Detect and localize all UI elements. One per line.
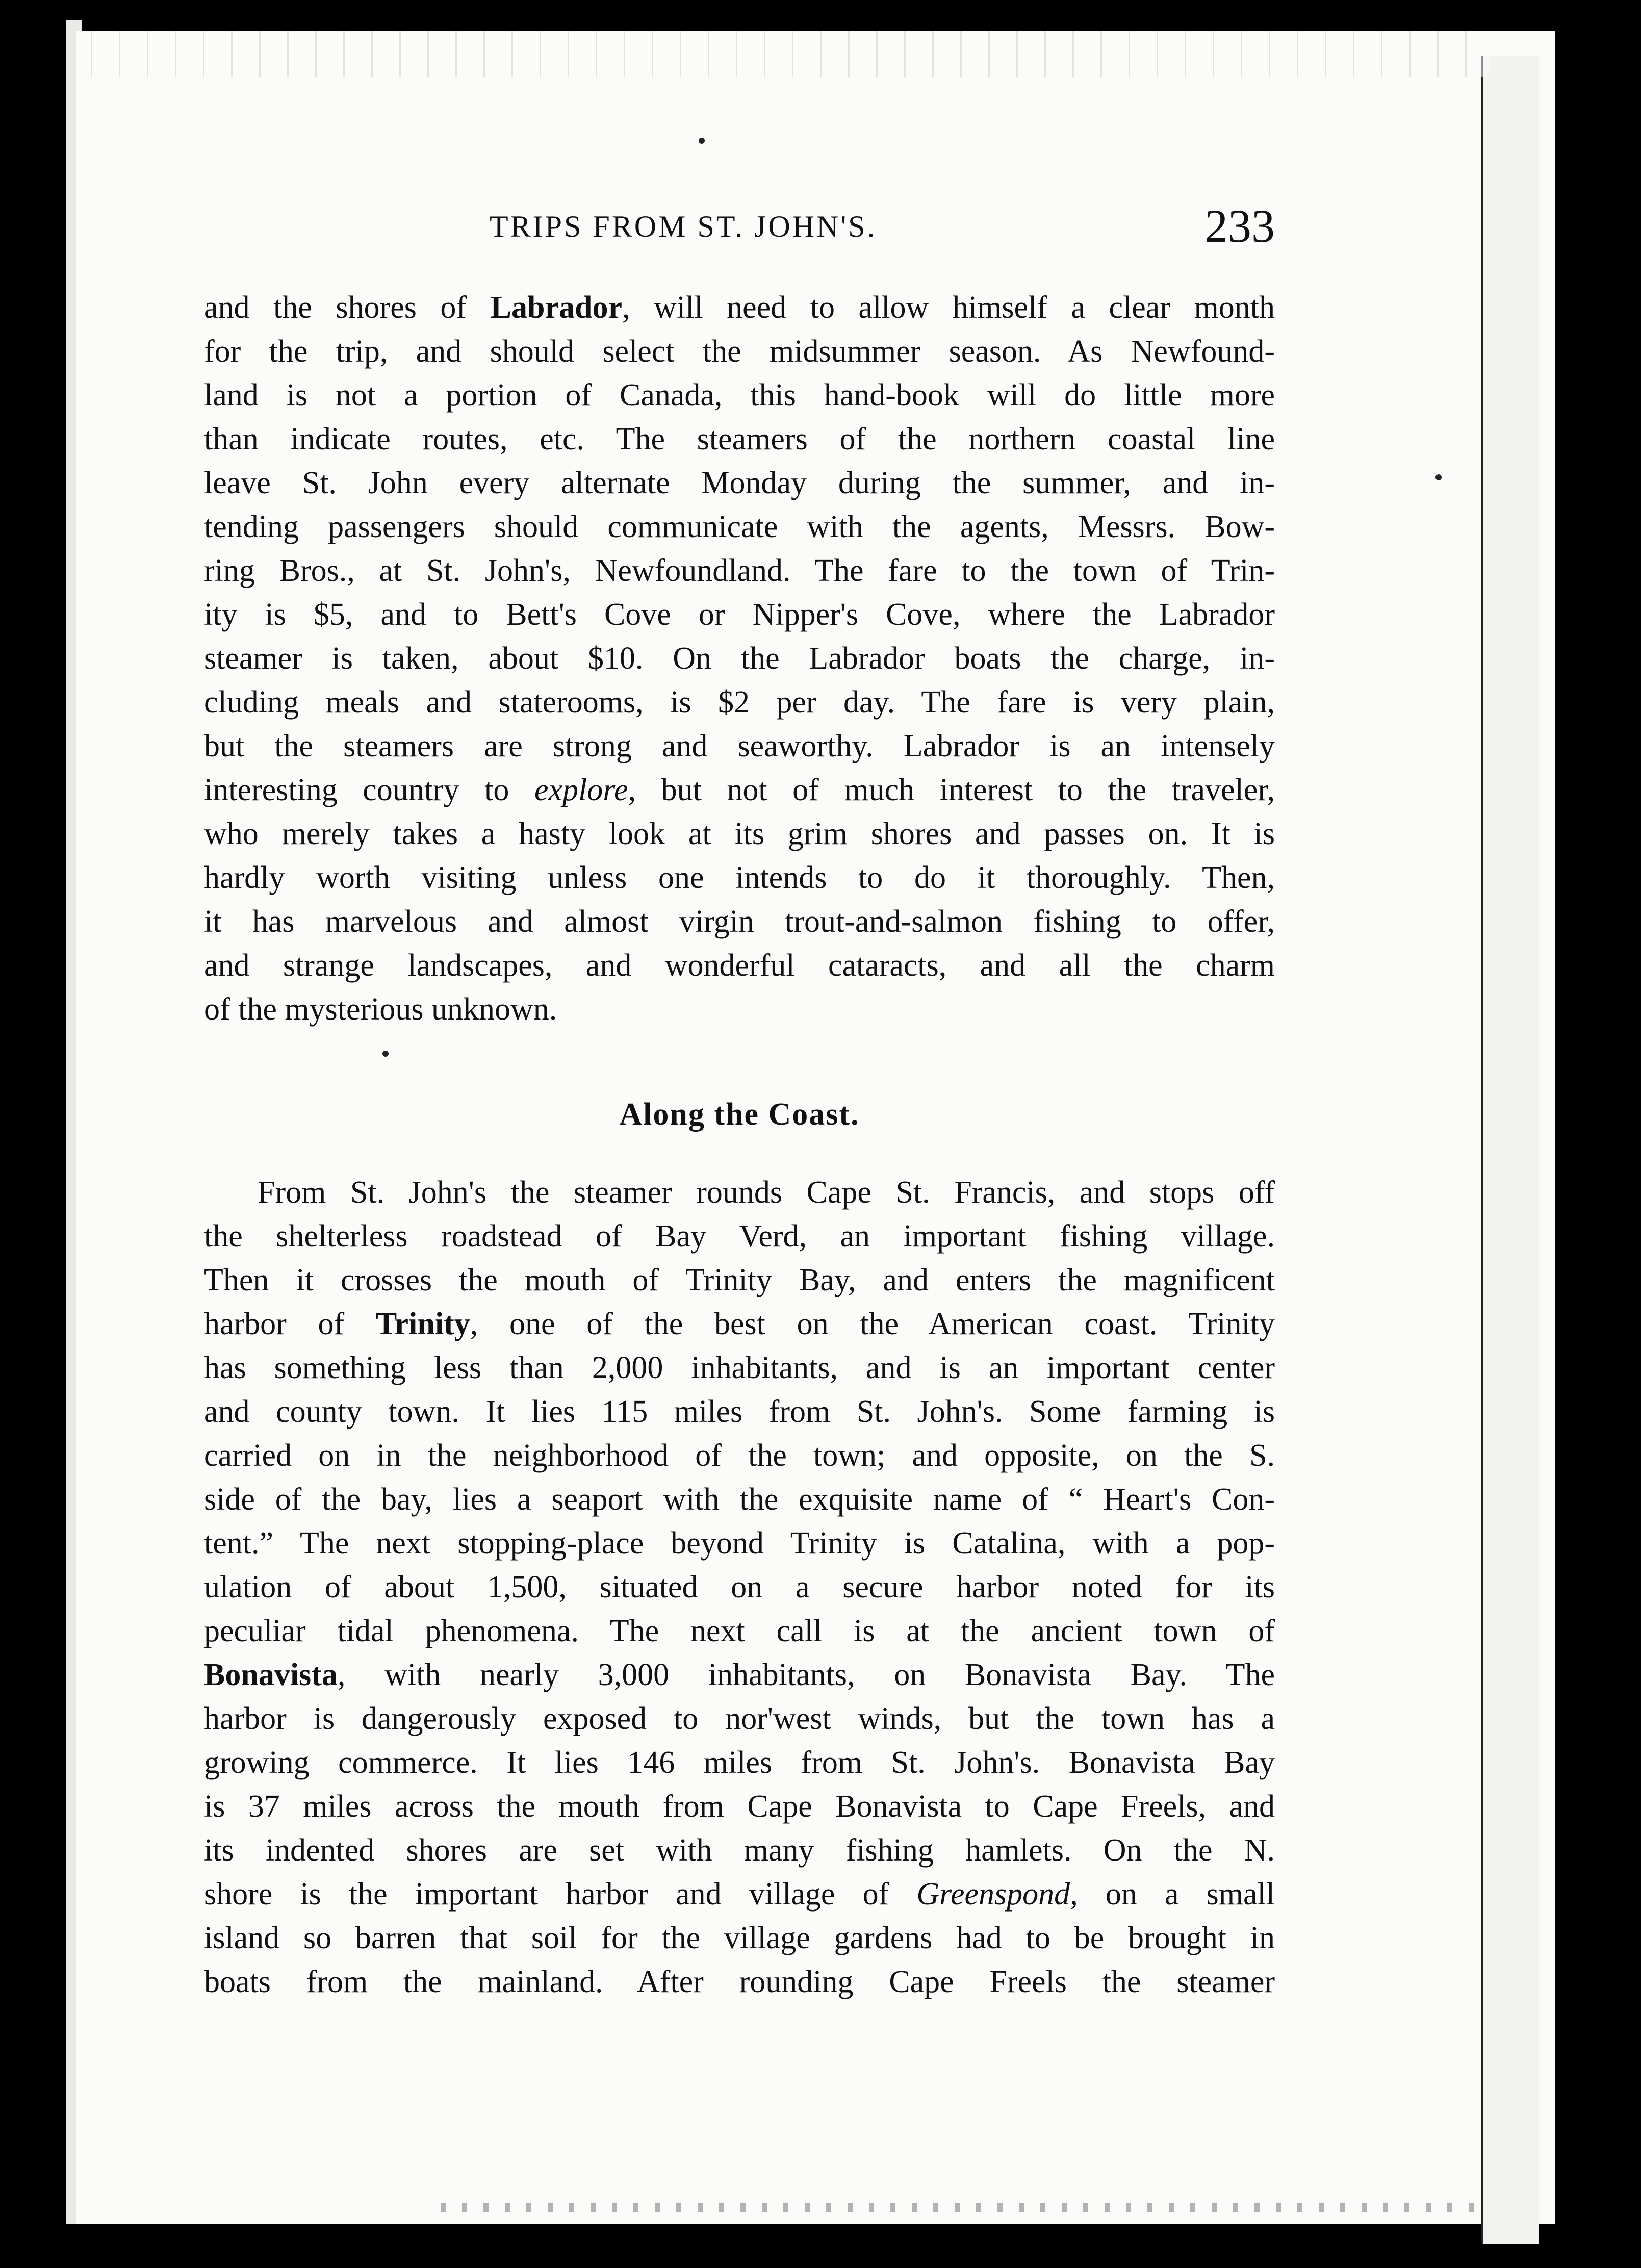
italic-word-greenspond: Greenspond bbox=[916, 1877, 1070, 1912]
text-line: ity is $5, and to Bett's Cove or Nipper's Cove, where the Labrador bbox=[204, 597, 1275, 632]
text-line: of the mysterious unknown. bbox=[204, 992, 557, 1027]
text-line: but the steamers are strong and seaworthy. Labrador is an intensely bbox=[204, 729, 1275, 763]
text-line: Then it crosses the mouth of Trinity Bay, and enters the magnificent bbox=[204, 1263, 1275, 1297]
text-line: land is not a portion of Canada, this hand-book will do little more bbox=[204, 378, 1275, 413]
place-name-bonavista: Bonavista bbox=[204, 1658, 338, 1692]
text-line: ulation of about 1,500, situated on a secure harbor noted for its bbox=[204, 1570, 1275, 1604]
text-line: tent.” The next stopping-place beyond Trinity is Catalina, with a pop- bbox=[204, 1526, 1275, 1561]
text-line: growing commerce. It lies 146 miles from St. John's. Bonavista Bay bbox=[204, 1745, 1275, 1780]
text-line: interesting country to explore, but not of much interest to the traveler, bbox=[204, 773, 1275, 807]
text-line: it has marvelous and almost virgin trout-and-salmon fishing to offer, bbox=[204, 904, 1275, 939]
page-number: 233 bbox=[1204, 200, 1275, 252]
text-line: has something less than 2,000 inhabitants, and is an important center bbox=[204, 1350, 1275, 1385]
scan-speck bbox=[699, 138, 705, 144]
paragraph-1 bbox=[204, 286, 1275, 1031]
place-name-labrador: Labrador bbox=[490, 290, 623, 325]
text-line: boats from the mainland. After rounding Cape Freels the steamer bbox=[204, 1965, 1275, 1999]
text-line: its indented shores are set with many fishing hamlets. On the N. bbox=[204, 1833, 1275, 1868]
scan-bottom-noise bbox=[433, 2203, 1479, 2212]
text-line: who merely takes a hasty look at its grim shores and passes on. It is bbox=[204, 817, 1275, 851]
text-line: than indicate routes, etc. The steamers of the northern coastal line bbox=[204, 422, 1275, 456]
text-line: peculiar tidal phenomena. The next call is at the ancient town of bbox=[204, 1614, 1275, 1648]
running-title: TRIPS FROM ST. JOHN'S. bbox=[490, 210, 877, 243]
text-line: the shelterless roadstead of Bay Verd, an important fishing village. bbox=[204, 1219, 1275, 1254]
text-line: and the shores of Labrador, will need to allow himself a clear month bbox=[204, 290, 1275, 325]
section-heading: Along the Coast. bbox=[619, 1097, 860, 1132]
paragraph-2 bbox=[204, 1170, 1275, 2004]
text-line: Bonavista, with nearly 3,000 inhabitants, on Bonavista Bay. The bbox=[204, 1658, 1275, 1692]
text-line: harbor of Trinity, one of the best on the American coast. Trinity bbox=[204, 1307, 1275, 1341]
place-name-trinity: Trinity bbox=[375, 1307, 470, 1341]
text-line: From St. John's the steamer rounds Cape St. Francis, and stops off bbox=[258, 1175, 1275, 1210]
text-line: shore is the important harbor and village of Greenspond, on a small bbox=[204, 1877, 1275, 1912]
scan-right-edge bbox=[1481, 56, 1539, 2244]
text-line: for the trip, and should select the midsummer season. As Newfound- bbox=[204, 334, 1275, 369]
scan-top-noise bbox=[82, 31, 1489, 77]
text-line: harbor is dangerously exposed to nor'west winds, but the town has a bbox=[204, 1701, 1275, 1736]
text-line: tending passengers should communicate with the agents, Messrs. Bow- bbox=[204, 509, 1275, 544]
text-line: steamer is taken, about $10. On the Labrador boats the charge, in- bbox=[204, 641, 1275, 676]
text-line: and county town. It lies 115 miles from St. John's. Some farming is bbox=[204, 1394, 1275, 1429]
text-line: and strange landscapes, and wonderful cataracts, and all the charm bbox=[204, 948, 1275, 983]
text-line: leave St. John every alternate Monday during the summer, and in- bbox=[204, 466, 1275, 500]
text-line: side of the bay, lies a seaport with the exquisite name of “ Heart's Con- bbox=[204, 1482, 1275, 1517]
italic-word-explore: explore bbox=[534, 773, 628, 807]
page-header bbox=[204, 199, 1275, 260]
text-line: cluding meals and staterooms, is $2 per day. The fare is very plain, bbox=[204, 685, 1275, 720]
text-line: is 37 miles across the mouth from Cape Bonavista to Cape Freels, and bbox=[204, 1789, 1275, 1824]
text-line: island so barren that soil for the village gardens had to be brought in bbox=[204, 1921, 1275, 1955]
text-line: carried on in the neighborhood of the town; and opposite, on the S. bbox=[204, 1438, 1275, 1473]
text-line: ring Bros., at St. John's, Newfoundland. The fare to the town of Trin- bbox=[204, 553, 1275, 588]
text-line: hardly worth visiting unless one intends to do it thoroughly. Then, bbox=[204, 860, 1275, 895]
scan-speck bbox=[382, 1051, 389, 1057]
scan-speck bbox=[1435, 474, 1442, 480]
